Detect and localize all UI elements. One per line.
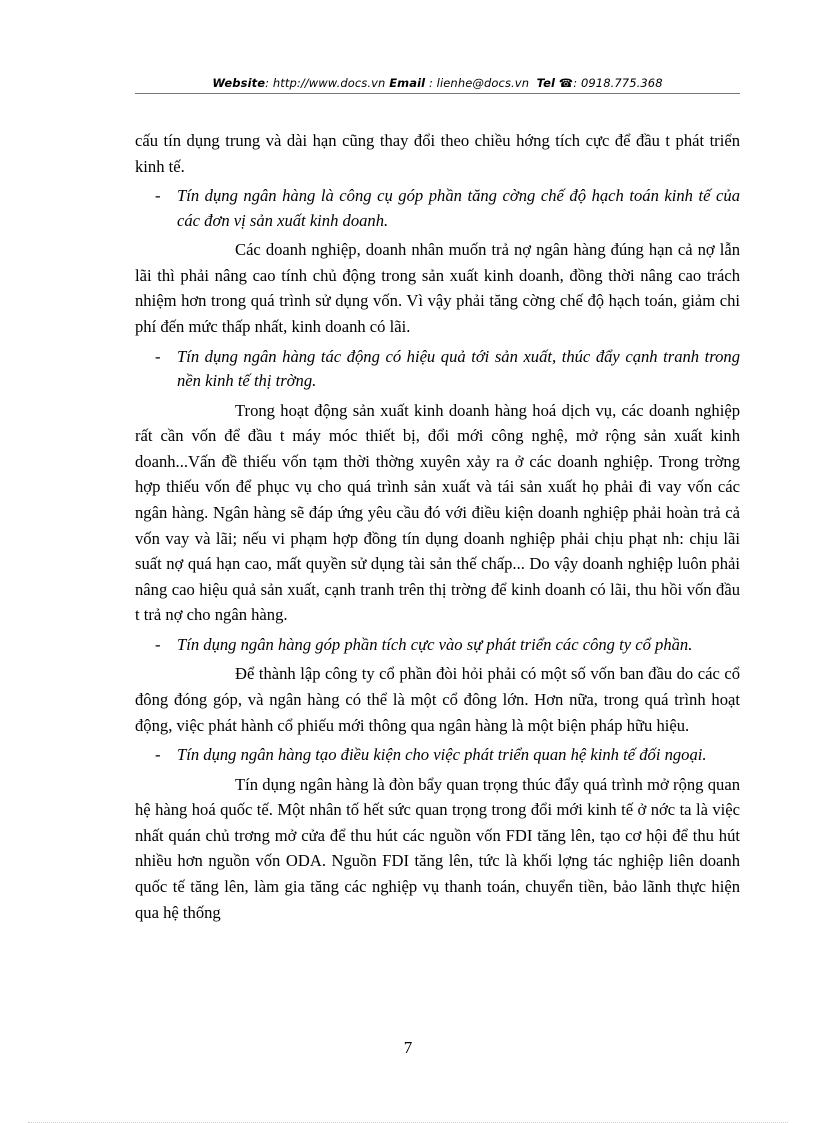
page-header: [135, 76, 740, 90]
bullet-item-1: [135, 184, 740, 233]
header-divider: [135, 93, 740, 94]
website-value: : http://www.docs.vn: [265, 76, 386, 90]
bullet-dash: -: [155, 634, 161, 654]
bullet-item-4: [135, 743, 740, 768]
bullet-text-1: Tín dụng ngân hàng là công cụ góp phần tăng cờng chế độ hạch toán kinh tế của các đơn vị sản xuất kinh doanh.: [177, 186, 740, 230]
email-label: Email: [389, 76, 426, 90]
phone-icon: ☎: [558, 76, 574, 90]
bullet-dash: -: [155, 346, 161, 366]
document-body: [135, 128, 740, 925]
bullet-item-2: [135, 345, 740, 394]
bullet-dash: -: [155, 745, 161, 765]
bullet-dash: -: [155, 186, 161, 206]
tel-value: : 0918.775.368: [573, 76, 663, 90]
paragraph-2: Các doanh nghiệp, doanh nhân muốn trả nợ ngân hàng đúng hạn cả nợ lẫn lãi thì phải nâng cao tính chủ động trong sản xuất kinh doanh, đồng thời nâng cao trách nhiệm hơn trong quá trình sử dụng vốn. Vì vậy phải tăng cờng chế độ hạch toán, giảm chi phí đến mức thấp nhất, kinh doanh có lãi.: [135, 240, 740, 336]
page-number: 7: [403, 1038, 413, 1057]
email-value: : lienhe@docs.vn: [428, 76, 530, 90]
paragraph-3: Trong hoạt động sản xuất kinh doanh hàng hoá dịch vụ, các doanh nghiệp rất cần vốn để đầu t máy móc thiết bị, đổi mới công nghệ, mở rộng sản xuất kinh doanh...Vấn đề thiếu vốn tạm thời thờng xuyên xảy ra ở các doanh nghiệp. Trong trờng hợp thiếu vốn để phục vụ cho quá trình sản xuất và tái sản xuất họ phải đi vay vốn các ngân hàng. Ngân hàng sẽ đáp ứng yêu cầu đó với điều kiện doanh nghiệp phải hoàn trả cả vốn vay và lãi; nếu vi phạm hợp đồng tín dụng doanh nghiệp phải chịu phạt nh: chịu lãi suất nợ quá hạn cao, mất quyền sử dụng tài sản thế chấp... Do vậy doanh nghiệp luôn phải nâng cao hiệu quả sản xuất, cạnh tranh trên thị trờng để kinh doanh có lãi, thu hồi vốn đầu t trả nợ cho ngân hàng.: [135, 400, 740, 625]
paragraph-4: Để thành lập công ty cổ phần đòi hỏi phải có một số vốn ban đầu do các cổ đông đóng góp, và ngân hàng có thể là một cổ đông lớn. Hơn nữa, trong quá trình hoạt động, việc phát hành cổ phiếu mới thông qua ngân hàng là một biện pháp hữu hiệu.: [135, 664, 740, 735]
tel-label: Tel: [536, 76, 556, 90]
bullet-text-4: Tín dụng ngân hàng tạo điều kiện cho việc phát triển quan hệ kinh tế đối ngoại.: [177, 745, 707, 765]
paragraph-1: cấu tín dụng trung và dài hạn cũng thay đổi theo chiều hớng tích cực để đầu t phát triển kinh tế.: [135, 131, 740, 176]
bullet-item-3: [135, 633, 740, 658]
paragraph-5: Tín dụng ngân hàng là đòn bẩy quan trọng thúc đẩy quá trình mở rộng quan hệ hàng hoá quốc tế. Một nhân tố hết sức quan trọng trong đổi mới kinh tế ở nớc ta là việc nhất quán chủ trơng mở cửa để thu hút các nguồn vốn FDI tăng lên, tạo cơ hội để thu hút nhiều hơn nguồn vốn ODA. Nguồn FDI tăng lên, tức là khối lợng tác nghiệp liên doanh quốc tế tăng lên, làm gia tăng các nghiệp vụ thanh toán, chuyển tiền, bảo lãnh thực hiện qua hệ thống: [135, 774, 740, 922]
website-label: Website: [212, 76, 266, 90]
bullet-text-2: Tín dụng ngân hàng tác động có hiệu quả tới sản xuất, thúc đẩy cạnh tranh trong nền kinh tế thị trờng.: [177, 346, 740, 391]
bullet-text-3: Tín dụng ngân hàng góp phần tích cực vào sự phát triển các công ty cổ phần.: [177, 634, 693, 654]
